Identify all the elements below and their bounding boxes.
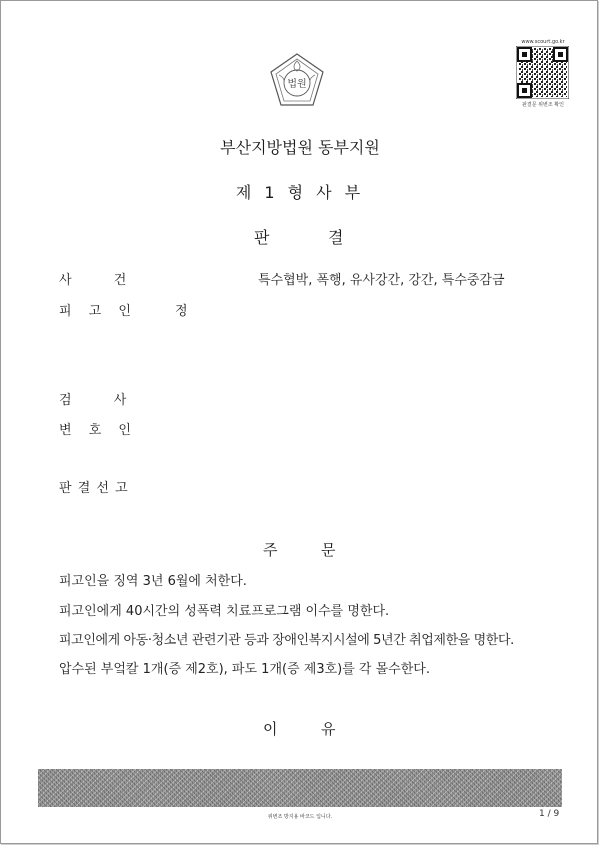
- order-line-2: 피고인에게 40시간의 성폭력 치료프로그램 이수를 명한다.: [59, 604, 390, 619]
- doc-title-char-2: 결: [328, 228, 344, 247]
- order-heading-char-2: 문: [321, 541, 336, 559]
- defendant-label: 피 고 인: [59, 304, 131, 319]
- case-label: 사 건: [59, 273, 127, 288]
- court-name: 부산지방법원 동부지원: [220, 138, 380, 157]
- order-line-4: 압수된 부엌칼 1개(증 제2호), 파도 1개(증 제3호)를 각 몰수한다.: [59, 662, 430, 677]
- page-number: 1 / 9: [539, 809, 560, 819]
- security-barcode-strip: [38, 769, 562, 807]
- emblem-text: 법원: [287, 79, 307, 90]
- court-emblem-icon: [267, 51, 327, 111]
- prosecutor-label: 검 사: [59, 393, 127, 408]
- footer-note: 위변조 방지용 바코드 입니다.: [267, 814, 333, 820]
- reason-heading-char-2: 유: [321, 720, 336, 738]
- case-value: 특수협박, 폭행, 유사강간, 강간, 특수중감금: [258, 273, 505, 288]
- order-line-1: 피고인을 징역 3년 6월에 처한다.: [59, 574, 247, 589]
- order-heading-char-1: 주: [263, 541, 278, 559]
- doc-title-char-1: 판: [254, 228, 270, 247]
- order-line-3: 피고인에게 아동·청소년 관련기관 등과 장애인복지시설에 5년간 취업제한을 명한다.: [59, 633, 514, 648]
- qr-code-icon: [516, 46, 569, 99]
- reason-heading-char-1: 이: [263, 720, 278, 738]
- division-name: 제 1 형 사 부: [235, 183, 365, 202]
- qr-url: www.scourt.go.kr: [521, 39, 565, 45]
- defendant-value: 정: [175, 304, 188, 319]
- qr-caption: 판결문 위변조 확인: [522, 102, 564, 108]
- counsel-label: 변 호 인: [59, 423, 131, 438]
- verdict-date-label: 판 결 선 고: [59, 481, 128, 496]
